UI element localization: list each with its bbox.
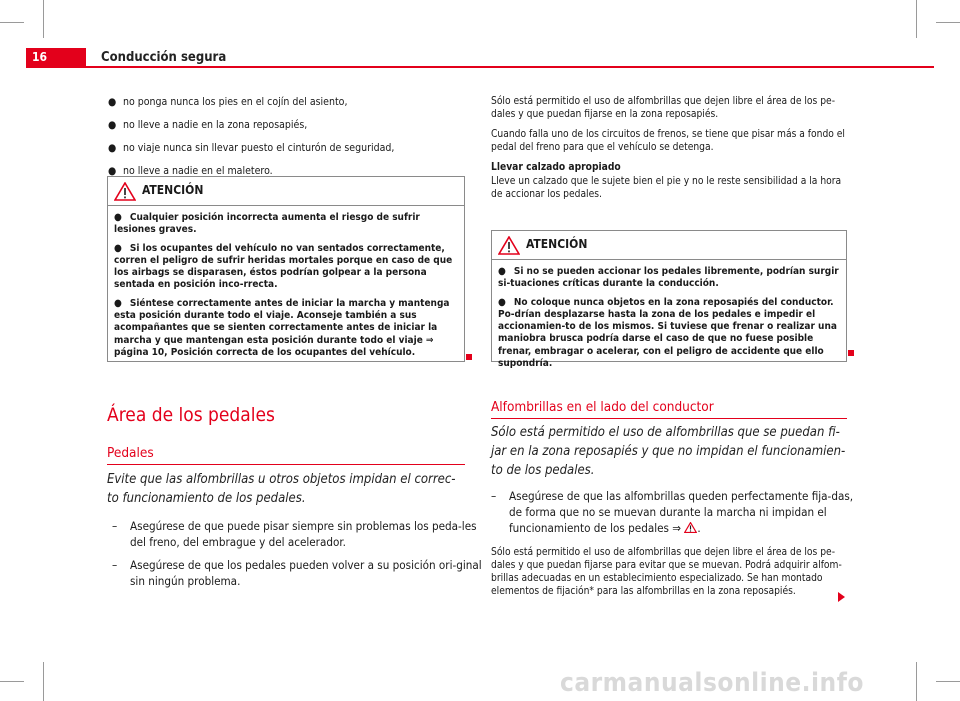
page-number: 16 <box>26 48 86 66</box>
paragraph: Cuando falla uno de los circuitos de frenos, se tiene que pisar más a fondo el pedal del freno para que el vehículo se detenga. <box>491 129 845 153</box>
crop-mark <box>43 0 44 38</box>
warning-triangle-icon <box>684 522 697 533</box>
paragraph-heading: Llevar calzado apropiado <box>491 162 621 173</box>
warning-header <box>492 231 846 260</box>
right-column <box>491 95 847 208</box>
crop-mark <box>43 662 44 701</box>
continue-arrow-icon <box>838 592 845 602</box>
crop-mark <box>916 662 917 701</box>
end-of-section-mark <box>466 354 472 360</box>
section-intro: Evite que las alfombrillas u otros objetos impidan el correc-to funcionamiento de los pedales. <box>107 472 456 506</box>
warning-box <box>491 230 847 370</box>
section-intro: Sólo está permitido el uso de alfombrillas que se puedan fi-jar en la zona reposapiés y que no impidan el funcionamien-to de los pedales. <box>491 425 846 478</box>
paragraph: Sólo está permitido el uso de alfombrillas que dejen libre el área de los pe-dales y que puedan fijarse para evitar que se muevan. Podrá adquirir alfom-brillas adecuadas en un establecimiento especializado. Se han montado elementos de fijación* para las alfombrillas en la zona reposapiés. <box>491 547 842 597</box>
list-item: ● no lleve a nadie en la zona reposapiés, <box>108 119 308 131</box>
list-item: – Asegúrese de que las alfombrillas queden perfectamente fija-das, de forma que no se muevan durante la marcha ni impidan el funcionamiento de los pedales ⇒ . <box>491 489 854 535</box>
warning-label: ATENCIÓN <box>526 237 588 251</box>
warning-body <box>108 206 464 369</box>
crop-mark <box>916 0 917 38</box>
crop-mark <box>0 22 24 23</box>
list-item: – Asegúrese de que puede pisar siempre sin problemas los peda-les del freno, del embrague y del acelerador. <box>112 519 477 549</box>
page-header-title: Conducción segura <box>101 50 227 65</box>
header-rule <box>26 66 934 68</box>
crop-mark <box>936 22 960 23</box>
warning-item: ● Siéntese correctamente antes de iniciar la marcha y mantenga esta posición durante todo el viaje. Aconseje también a sus acompañantes que se sienten correctamente antes de iniciar la marcha y que mantengan esta posición durante todo el viaje ⇒ página 10, Posición correcta de los ocupantes del vehículo. <box>114 297 450 358</box>
warning-box <box>107 176 465 362</box>
paragraph: Sólo está permitido el uso de alfombrillas que dejen libre el área de los pe-dales y que puedan fijarse en la zona reposapiés. <box>491 96 835 120</box>
warning-item: ● No coloque nunca objetos en la zona reposapiés del conductor. Po-drían desplazarse hasta la zona de los pedales e impedir el accionamien-to de los mismos. Si tuviese que frenar o realizar una maniobra brusca podría darse el caso de que no fuese posible frenar, embragar o acelerar, con el peligro de accidente que ello supondría. <box>498 296 837 370</box>
end-of-section-mark <box>848 350 854 356</box>
warning-item: ● Si los ocupantes del vehículo no van sentados correctamente, corren el peligro de sufrir heridas mortales porque en caso de que los airbags se disparasen, éstos podrían golpear a la persona sentada en posición inco-rrecta. <box>114 242 453 291</box>
list-item: ● no viaje nunca sin llevar puesto el cinturón de seguridad, <box>108 142 395 154</box>
list-item: ● no lleve a nadie en el maletero. <box>108 165 273 177</box>
warning-item: ● Cualquier posición incorrecta aumenta el riesgo de sufrir lesiones graves. <box>114 212 420 236</box>
list-item: – Asegúrese de que los pedales pueden volver a su posición ori-ginal sin ningún problema. <box>112 558 482 588</box>
watermark: carmanualsonline.info <box>560 668 864 698</box>
warning-body <box>492 260 846 380</box>
crop-mark <box>936 681 960 682</box>
warning-header <box>108 177 464 206</box>
list-item: ● no ponga nunca los pies en el cojín del asiento, <box>108 96 348 108</box>
subsection-title: Alfombrillas en el lado del conductor <box>491 399 847 419</box>
warning-triangle-icon <box>498 236 520 255</box>
warning-triangle-icon <box>114 182 136 201</box>
warning-item: ● Si no se pueden accionar los pedales libremente, podrían surgir si-tuaciones críticas durante la conducción. <box>498 266 839 290</box>
paragraph: Lleve un calzado que le sujete bien el pie y no le reste sensibilidad a la hora de accionar los pedales. <box>491 176 842 200</box>
left-column <box>107 95 465 187</box>
warning-label: ATENCIÓN <box>142 183 204 197</box>
crop-mark <box>0 681 24 682</box>
subsection-title: Pedales <box>107 445 465 465</box>
section-title: Área de los pedales <box>107 404 275 426</box>
